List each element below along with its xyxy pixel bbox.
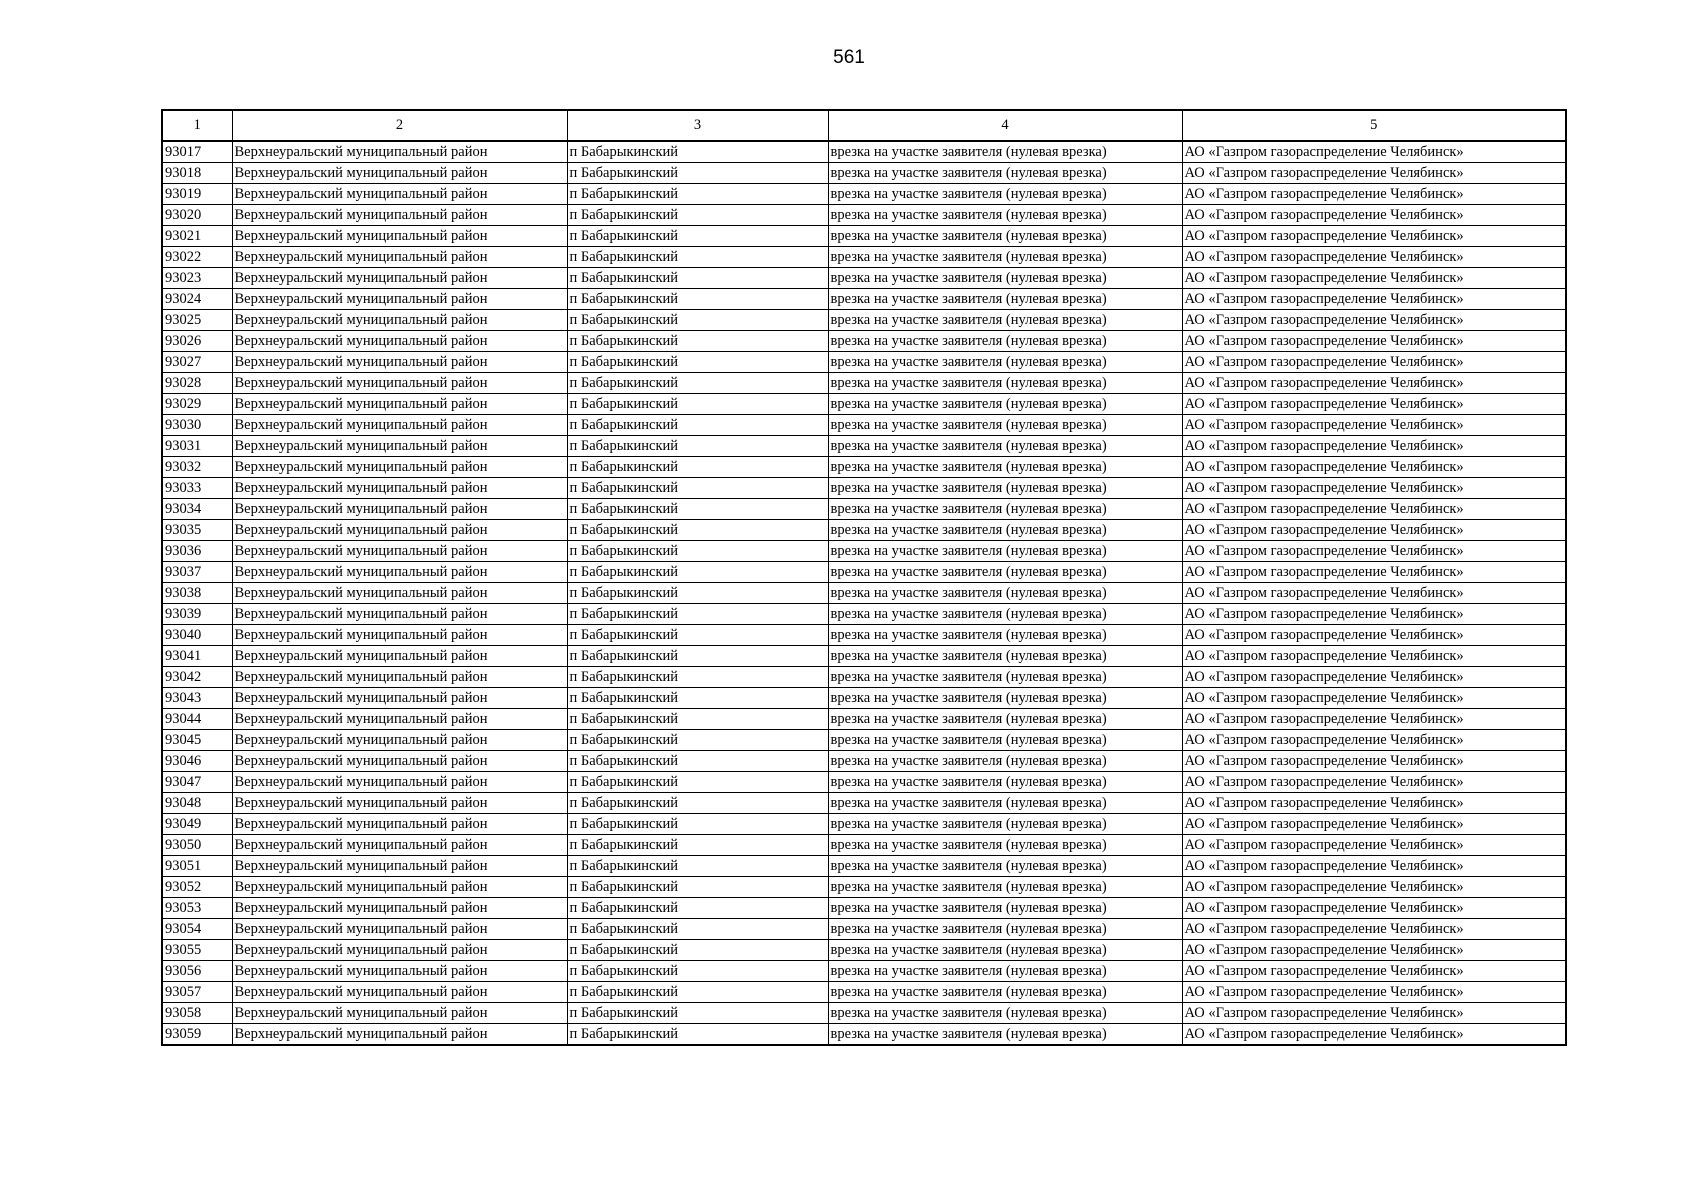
header-cell-3: 3	[567, 110, 828, 141]
table-row	[162, 541, 1566, 562]
cell-connection-type: врезка на участке заявителя (нулевая врезка)	[828, 709, 1182, 730]
cell-district: Верхнеуральский муниципальный район	[232, 373, 567, 394]
cell-organization: АО «Газпром газораспределение Челябинск»	[1182, 163, 1566, 184]
table-row	[162, 940, 1566, 961]
table-row	[162, 289, 1566, 310]
cell-id: 93059	[162, 1024, 232, 1046]
cell-organization: АО «Газпром газораспределение Челябинск»	[1182, 457, 1566, 478]
cell-district: Верхнеуральский муниципальный район	[232, 898, 567, 919]
cell-connection-type: врезка на участке заявителя (нулевая врезка)	[828, 730, 1182, 751]
cell-settlement: п Бабарыкинский	[567, 352, 828, 373]
cell-id: 93036	[162, 541, 232, 562]
cell-organization: АО «Газпром газораспределение Челябинск»	[1182, 268, 1566, 289]
cell-district: Верхнеуральский муниципальный район	[232, 184, 567, 205]
cell-connection-type: врезка на участке заявителя (нулевая врезка)	[828, 226, 1182, 247]
cell-connection-type: врезка на участке заявителя (нулевая врезка)	[828, 688, 1182, 709]
cell-district: Верхнеуральский муниципальный район	[232, 835, 567, 856]
cell-organization: АО «Газпром газораспределение Челябинск»	[1182, 205, 1566, 226]
cell-id: 93047	[162, 772, 232, 793]
table-row	[162, 583, 1566, 604]
table-row	[162, 730, 1566, 751]
cell-connection-type: врезка на участке заявителя (нулевая врезка)	[828, 982, 1182, 1003]
cell-district: Верхнеуральский муниципальный район	[232, 499, 567, 520]
cell-connection-type: врезка на участке заявителя (нулевая врезка)	[828, 562, 1182, 583]
cell-district: Верхнеуральский муниципальный район	[232, 1003, 567, 1024]
cell-connection-type: врезка на участке заявителя (нулевая врезка)	[828, 1003, 1182, 1024]
cell-id: 93051	[162, 856, 232, 877]
cell-district: Верхнеуральский муниципальный район	[232, 625, 567, 646]
header-cell-5: 5	[1182, 110, 1566, 141]
table-row	[162, 163, 1566, 184]
cell-organization: АО «Газпром газораспределение Челябинск»	[1182, 898, 1566, 919]
cell-organization: АО «Газпром газораспределение Челябинск»	[1182, 394, 1566, 415]
table-row	[162, 772, 1566, 793]
cell-id: 93039	[162, 604, 232, 625]
cell-district: Верхнеуральский муниципальный район	[232, 961, 567, 982]
cell-connection-type: врезка на участке заявителя (нулевая врезка)	[828, 772, 1182, 793]
cell-id: 93053	[162, 898, 232, 919]
table-row	[162, 667, 1566, 688]
cell-settlement: п Бабарыкинский	[567, 646, 828, 667]
table-row	[162, 877, 1566, 898]
cell-settlement: п Бабарыкинский	[567, 793, 828, 814]
table-row	[162, 436, 1566, 457]
cell-settlement: п Бабарыкинский	[567, 1024, 828, 1046]
cell-id: 93019	[162, 184, 232, 205]
cell-connection-type: врезка на участке заявителя (нулевая врезка)	[828, 961, 1182, 982]
cell-id: 93045	[162, 730, 232, 751]
cell-connection-type: врезка на участке заявителя (нулевая врезка)	[828, 793, 1182, 814]
cell-district: Верхнеуральский муниципальный район	[232, 436, 567, 457]
header-cell-4: 4	[828, 110, 1182, 141]
cell-organization: АО «Газпром газораспределение Челябинск»	[1182, 856, 1566, 877]
registry-table	[161, 109, 1567, 1046]
table-row	[162, 247, 1566, 268]
cell-district: Верхнеуральский муниципальный район	[232, 604, 567, 625]
cell-connection-type: врезка на участке заявителя (нулевая врезка)	[828, 205, 1182, 226]
table-row	[162, 415, 1566, 436]
table-row	[162, 331, 1566, 352]
table-row	[162, 373, 1566, 394]
cell-connection-type: врезка на участке заявителя (нулевая врезка)	[828, 352, 1182, 373]
cell-district: Верхнеуральский муниципальный район	[232, 331, 567, 352]
cell-settlement: п Бабарыкинский	[567, 394, 828, 415]
table-row	[162, 520, 1566, 541]
cell-id: 93056	[162, 961, 232, 982]
cell-district: Верхнеуральский муниципальный район	[232, 1024, 567, 1046]
cell-settlement: п Бабарыкинский	[567, 205, 828, 226]
cell-organization: АО «Газпром газораспределение Челябинск»	[1182, 289, 1566, 310]
cell-id: 93026	[162, 331, 232, 352]
table-row	[162, 898, 1566, 919]
cell-settlement: п Бабарыкинский	[567, 562, 828, 583]
cell-organization: АО «Газпром газораспределение Челябинск»	[1182, 478, 1566, 499]
cell-settlement: п Бабарыкинский	[567, 961, 828, 982]
cell-connection-type: врезка на участке заявителя (нулевая врезка)	[828, 625, 1182, 646]
table-row	[162, 352, 1566, 373]
cell-settlement: п Бабарыкинский	[567, 772, 828, 793]
cell-id: 93038	[162, 583, 232, 604]
cell-connection-type: врезка на участке заявителя (нулевая врезка)	[828, 310, 1182, 331]
cell-organization: АО «Газпром газораспределение Челябинск»	[1182, 877, 1566, 898]
cell-district: Верхнеуральский муниципальный район	[232, 310, 567, 331]
cell-connection-type: врезка на участке заявителя (нулевая врезка)	[828, 646, 1182, 667]
cell-organization: АО «Газпром газораспределение Челябинск»	[1182, 814, 1566, 835]
cell-organization: АО «Газпром газораспределение Челябинск»	[1182, 688, 1566, 709]
cell-organization: АО «Газпром газораспределение Челябинск»	[1182, 499, 1566, 520]
cell-district: Верхнеуральский муниципальный район	[232, 478, 567, 499]
table-row	[162, 226, 1566, 247]
cell-settlement: п Бабарыкинский	[567, 919, 828, 940]
cell-connection-type: врезка на участке заявителя (нулевая врезка)	[828, 814, 1182, 835]
cell-settlement: п Бабарыкинский	[567, 814, 828, 835]
cell-district: Верхнеуральский муниципальный район	[232, 856, 567, 877]
cell-organization: АО «Газпром газораспределение Челябинск»	[1182, 646, 1566, 667]
cell-organization: АО «Газпром газораспределение Челябинск»	[1182, 352, 1566, 373]
cell-id: 93033	[162, 478, 232, 499]
cell-settlement: п Бабарыкинский	[567, 604, 828, 625]
header-cell-1: 1	[162, 110, 232, 141]
cell-connection-type: врезка на участке заявителя (нулевая врезка)	[828, 940, 1182, 961]
table-row	[162, 268, 1566, 289]
cell-organization: АО «Газпром газораспределение Челябинск»	[1182, 793, 1566, 814]
cell-organization: АО «Газпром газораспределение Челябинск»	[1182, 961, 1566, 982]
cell-connection-type: врезка на участке заявителя (нулевая врезка)	[828, 331, 1182, 352]
cell-organization: АО «Газпром газораспределение Челябинск»	[1182, 940, 1566, 961]
cell-settlement: п Бабарыкинский	[567, 982, 828, 1003]
cell-id: 93027	[162, 352, 232, 373]
table-row	[162, 793, 1566, 814]
cell-id: 93041	[162, 646, 232, 667]
cell-id: 93048	[162, 793, 232, 814]
cell-organization: АО «Газпром газораспределение Челябинск»	[1182, 184, 1566, 205]
cell-settlement: п Бабарыкинский	[567, 877, 828, 898]
cell-id: 93042	[162, 667, 232, 688]
cell-district: Верхнеуральский муниципальный район	[232, 394, 567, 415]
table-row	[162, 688, 1566, 709]
cell-id: 93024	[162, 289, 232, 310]
cell-id: 93044	[162, 709, 232, 730]
table-row	[162, 562, 1566, 583]
cell-organization: АО «Газпром газораспределение Челябинск»	[1182, 982, 1566, 1003]
cell-settlement: п Бабарыкинский	[567, 141, 828, 163]
cell-connection-type: врезка на участке заявителя (нулевая врезка)	[828, 604, 1182, 625]
cell-organization: АО «Газпром газораспределение Челябинск»	[1182, 583, 1566, 604]
cell-organization: АО «Газпром газораспределение Челябинск»	[1182, 520, 1566, 541]
cell-settlement: п Бабарыкинский	[567, 499, 828, 520]
cell-district: Верхнеуральский муниципальный район	[232, 982, 567, 1003]
cell-district: Верхнеуральский муниципальный район	[232, 268, 567, 289]
cell-district: Верхнеуральский муниципальный район	[232, 205, 567, 226]
cell-connection-type: врезка на участке заявителя (нулевая врезка)	[828, 499, 1182, 520]
cell-district: Верхнеуральский муниципальный район	[232, 730, 567, 751]
cell-organization: АО «Газпром газораспределение Челябинск»	[1182, 625, 1566, 646]
cell-settlement: п Бабарыкинский	[567, 667, 828, 688]
cell-district: Верхнеуральский муниципальный район	[232, 940, 567, 961]
cell-district: Верхнеуральский муниципальный район	[232, 793, 567, 814]
cell-district: Верхнеуральский муниципальный район	[232, 289, 567, 310]
cell-settlement: п Бабарыкинский	[567, 247, 828, 268]
cell-connection-type: врезка на участке заявителя (нулевая врезка)	[828, 415, 1182, 436]
cell-settlement: п Бабарыкинский	[567, 226, 828, 247]
cell-settlement: п Бабарыкинский	[567, 835, 828, 856]
cell-organization: АО «Газпром газораспределение Челябинск»	[1182, 919, 1566, 940]
cell-connection-type: врезка на участке заявителя (нулевая врезка)	[828, 163, 1182, 184]
cell-district: Верхнеуральский муниципальный район	[232, 352, 567, 373]
table-row	[162, 919, 1566, 940]
cell-settlement: п Бабарыкинский	[567, 184, 828, 205]
cell-organization: АО «Газпром газораспределение Челябинск»	[1182, 226, 1566, 247]
cell-settlement: п Бабарыкинский	[567, 478, 828, 499]
cell-settlement: п Бабарыкинский	[567, 541, 828, 562]
table-row	[162, 961, 1566, 982]
cell-settlement: п Бабарыкинский	[567, 268, 828, 289]
cell-settlement: п Бабарыкинский	[567, 331, 828, 352]
cell-settlement: п Бабарыкинский	[567, 163, 828, 184]
cell-settlement: п Бабарыкинский	[567, 310, 828, 331]
cell-district: Верхнеуральский муниципальный район	[232, 541, 567, 562]
cell-connection-type: врезка на участке заявителя (нулевая врезка)	[828, 520, 1182, 541]
cell-id: 93017	[162, 141, 232, 163]
cell-connection-type: врезка на участке заявителя (нулевая врезка)	[828, 289, 1182, 310]
cell-id: 93050	[162, 835, 232, 856]
cell-id: 93030	[162, 415, 232, 436]
cell-district: Верхнеуральский муниципальный район	[232, 814, 567, 835]
cell-organization: АО «Газпром газораспределение Челябинск»	[1182, 1003, 1566, 1024]
cell-organization: АО «Газпром газораспределение Челябинск»	[1182, 247, 1566, 268]
cell-id: 93055	[162, 940, 232, 961]
cell-organization: АО «Газпром газораспределение Челябинск»	[1182, 331, 1566, 352]
cell-connection-type: врезка на участке заявителя (нулевая врезка)	[828, 898, 1182, 919]
cell-district: Верхнеуральский муниципальный район	[232, 877, 567, 898]
cell-connection-type: врезка на участке заявителя (нулевая врезка)	[828, 877, 1182, 898]
cell-district: Верхнеуральский муниципальный район	[232, 520, 567, 541]
cell-district: Верхнеуральский муниципальный район	[232, 163, 567, 184]
cell-settlement: п Бабарыкинский	[567, 1003, 828, 1024]
table-header	[162, 110, 1566, 141]
cell-connection-type: врезка на участке заявителя (нулевая врезка)	[828, 457, 1182, 478]
table-row	[162, 1024, 1566, 1046]
cell-id: 93037	[162, 562, 232, 583]
cell-connection-type: врезка на участке заявителя (нулевая врезка)	[828, 919, 1182, 940]
cell-district: Верхнеуральский муниципальный район	[232, 247, 567, 268]
cell-district: Верхнеуральский муниципальный район	[232, 583, 567, 604]
table-row	[162, 310, 1566, 331]
cell-settlement: п Бабарыкинский	[567, 373, 828, 394]
cell-id: 93018	[162, 163, 232, 184]
cell-organization: АО «Газпром газораспределение Челябинск»	[1182, 772, 1566, 793]
cell-district: Верхнеуральский муниципальный район	[232, 141, 567, 163]
cell-connection-type: врезка на участке заявителя (нулевая врезка)	[828, 268, 1182, 289]
cell-id: 93052	[162, 877, 232, 898]
page-number: 561	[833, 47, 865, 68]
cell-settlement: п Бабарыкинский	[567, 940, 828, 961]
cell-organization: АО «Газпром газораспределение Челябинск»	[1182, 541, 1566, 562]
table-row	[162, 478, 1566, 499]
table-row	[162, 814, 1566, 835]
table-row	[162, 751, 1566, 772]
table-row	[162, 604, 1566, 625]
cell-id: 93029	[162, 394, 232, 415]
cell-organization: АО «Газпром газораспределение Челябинск»	[1182, 709, 1566, 730]
cell-organization: АО «Газпром газораспределение Челябинск»	[1182, 373, 1566, 394]
cell-organization: АО «Газпром газораспределение Челябинск»	[1182, 1024, 1566, 1046]
cell-organization: АО «Газпром газораспределение Челябинск»	[1182, 310, 1566, 331]
cell-organization: АО «Газпром газораспределение Челябинск»	[1182, 604, 1566, 625]
table-row	[162, 457, 1566, 478]
table-row	[162, 1003, 1566, 1024]
cell-district: Верхнеуральский муниципальный район	[232, 688, 567, 709]
cell-id: 93049	[162, 814, 232, 835]
table-row	[162, 499, 1566, 520]
cell-settlement: п Бабарыкинский	[567, 457, 828, 478]
cell-district: Верхнеуральский муниципальный район	[232, 751, 567, 772]
table-row	[162, 205, 1566, 226]
cell-connection-type: врезка на участке заявителя (нулевая врезка)	[828, 141, 1182, 163]
table-row	[162, 646, 1566, 667]
cell-organization: АО «Газпром газораспределение Челябинск»	[1182, 751, 1566, 772]
table-row	[162, 856, 1566, 877]
cell-id: 93057	[162, 982, 232, 1003]
cell-id: 93043	[162, 688, 232, 709]
cell-organization: АО «Газпром газораспределение Челябинск»	[1182, 835, 1566, 856]
cell-id: 93054	[162, 919, 232, 940]
cell-id: 93034	[162, 499, 232, 520]
table-row	[162, 625, 1566, 646]
header-cell-2: 2	[232, 110, 567, 141]
cell-id: 93040	[162, 625, 232, 646]
cell-id: 93031	[162, 436, 232, 457]
cell-district: Верхнеуральский муниципальный район	[232, 226, 567, 247]
table-row	[162, 394, 1566, 415]
cell-settlement: п Бабарыкинский	[567, 898, 828, 919]
cell-connection-type: врезка на участке заявителя (нулевая врезка)	[828, 184, 1182, 205]
cell-district: Верхнеуральский муниципальный район	[232, 772, 567, 793]
cell-connection-type: врезка на участке заявителя (нулевая врезка)	[828, 373, 1182, 394]
cell-organization: АО «Газпром газораспределение Челябинск»	[1182, 141, 1566, 163]
cell-settlement: п Бабарыкинский	[567, 583, 828, 604]
cell-connection-type: врезка на участке заявителя (нулевая врезка)	[828, 856, 1182, 877]
cell-id: 93028	[162, 373, 232, 394]
cell-id: 93058	[162, 1003, 232, 1024]
cell-settlement: п Бабарыкинский	[567, 436, 828, 457]
cell-district: Верхнеуральский муниципальный район	[232, 919, 567, 940]
cell-district: Верхнеуральский муниципальный район	[232, 457, 567, 478]
cell-id: 93023	[162, 268, 232, 289]
cell-organization: АО «Газпром газораспределение Челябинск»	[1182, 562, 1566, 583]
cell-organization: АО «Газпром газораспределение Челябинск»	[1182, 436, 1566, 457]
cell-id: 93022	[162, 247, 232, 268]
cell-organization: АО «Газпром газораспределение Челябинск»	[1182, 415, 1566, 436]
table-row	[162, 184, 1566, 205]
cell-settlement: п Бабарыкинский	[567, 415, 828, 436]
header-row	[162, 110, 1566, 141]
cell-connection-type: врезка на участке заявителя (нулевая врезка)	[828, 667, 1182, 688]
cell-connection-type: врезка на участке заявителя (нулевая врезка)	[828, 394, 1182, 415]
cell-settlement: п Бабарыкинский	[567, 709, 828, 730]
cell-settlement: п Бабарыкинский	[567, 751, 828, 772]
cell-settlement: п Бабарыкинский	[567, 625, 828, 646]
table-row	[162, 709, 1566, 730]
cell-settlement: п Бабарыкинский	[567, 688, 828, 709]
cell-id: 93032	[162, 457, 232, 478]
cell-id: 93046	[162, 751, 232, 772]
cell-district: Верхнеуральский муниципальный район	[232, 667, 567, 688]
cell-id: 93025	[162, 310, 232, 331]
cell-connection-type: врезка на участке заявителя (нулевая врезка)	[828, 436, 1182, 457]
cell-id: 93035	[162, 520, 232, 541]
cell-connection-type: врезка на участке заявителя (нулевая врезка)	[828, 583, 1182, 604]
cell-connection-type: врезка на участке заявителя (нулевая врезка)	[828, 1024, 1182, 1046]
cell-organization: АО «Газпром газораспределение Челябинск»	[1182, 730, 1566, 751]
cell-district: Верхнеуральский муниципальный район	[232, 709, 567, 730]
table-row	[162, 835, 1566, 856]
cell-connection-type: врезка на участке заявителя (нулевая врезка)	[828, 478, 1182, 499]
cell-district: Верхнеуральский муниципальный район	[232, 415, 567, 436]
cell-district: Верхнеуральский муниципальный район	[232, 562, 567, 583]
cell-settlement: п Бабарыкинский	[567, 730, 828, 751]
cell-settlement: п Бабарыкинский	[567, 856, 828, 877]
cell-id: 93021	[162, 226, 232, 247]
table-body	[162, 141, 1566, 1045]
cell-district: Верхнеуральский муниципальный район	[232, 646, 567, 667]
cell-connection-type: врезка на участке заявителя (нулевая врезка)	[828, 835, 1182, 856]
cell-connection-type: врезка на участке заявителя (нулевая врезка)	[828, 751, 1182, 772]
cell-connection-type: врезка на участке заявителя (нулевая врезка)	[828, 247, 1182, 268]
cell-organization: АО «Газпром газораспределение Челябинск»	[1182, 667, 1566, 688]
cell-id: 93020	[162, 205, 232, 226]
cell-settlement: п Бабарыкинский	[567, 289, 828, 310]
cell-connection-type: врезка на участке заявителя (нулевая врезка)	[828, 541, 1182, 562]
cell-settlement: п Бабарыкинский	[567, 520, 828, 541]
table-row	[162, 982, 1566, 1003]
table-row	[162, 141, 1566, 163]
